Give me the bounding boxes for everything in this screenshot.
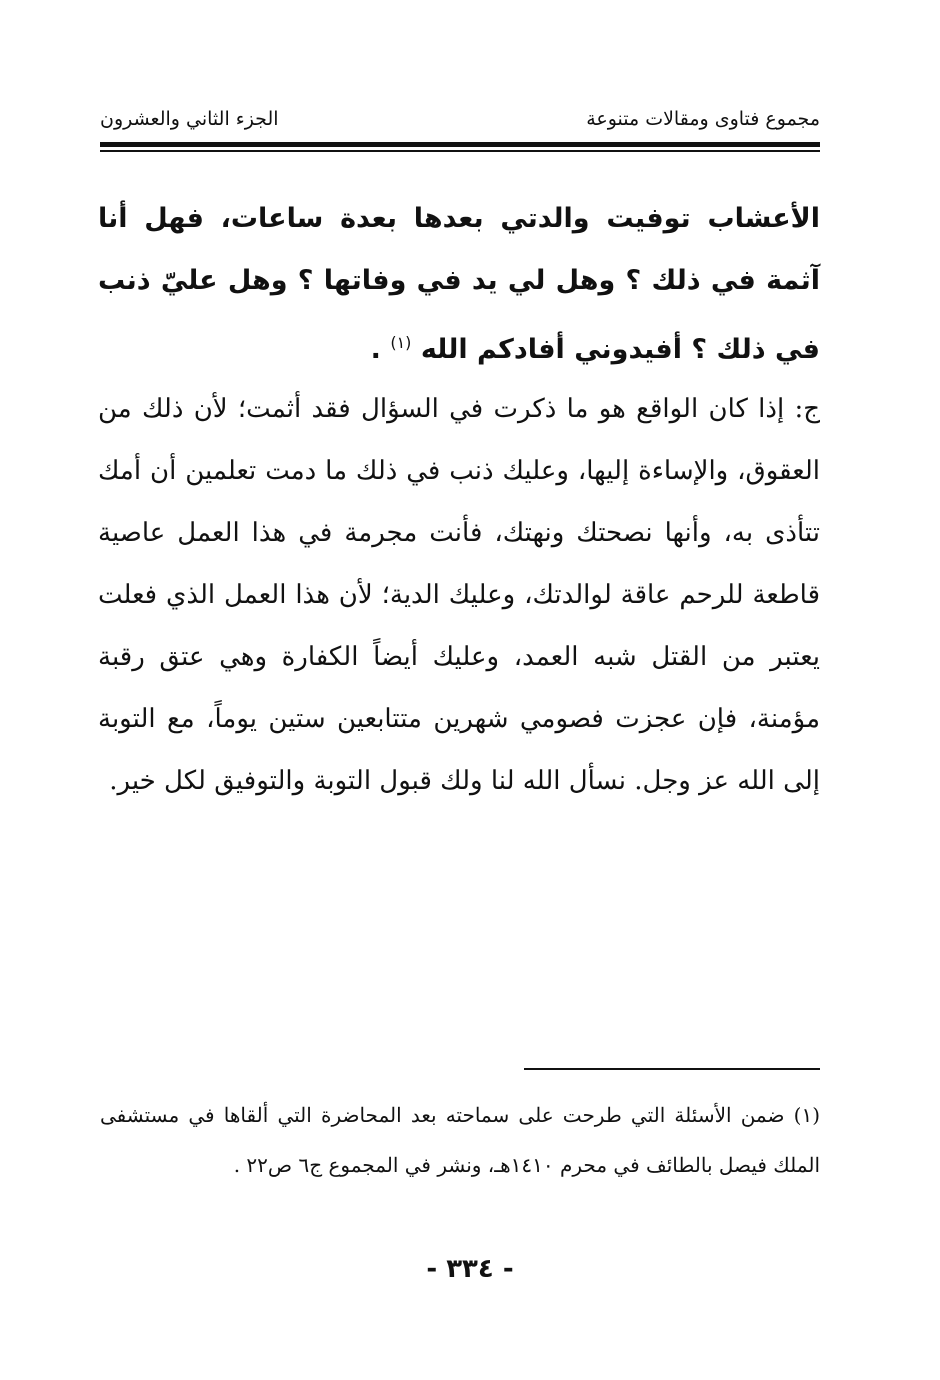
header-rule-thin <box>100 150 820 152</box>
footnote-separator <box>524 1068 820 1070</box>
answer-paragraph: ج: إذا كان الواقع هو ما ذكرت في السؤال فقد أثمت؛ لأن ذلك من العقوق، والإساءة إليها، وعليك ذنب في ذلك ما دمت تعلمين أن أمك تتأذى به، وأنها نصحتك ونهتك، فأنت مجرمة في هذا العمل عاصية قاطعة للرحم عاقة لوالدتك، وعليك الدية؛ لأن هذا العمل الذي فعلت يعتبر من القتل شبه العمد، وعليك أيضاً الكفارة وهي عتق رقبة مؤمنة، فإن عجزت فصومي شهرين متتابعين ستين يوماً، مع التوبة إلى الله عز وجل. نسأل الله لنا ولك قبول التوبة والتوفيق لكل خير. <box>98 394 820 796</box>
question-paragraph <box>98 188 820 381</box>
footnote-reference: (١) <box>390 333 412 352</box>
book-title: مجموع فتاوى ومقالات متنوعة <box>586 108 820 130</box>
footnote: (١) ضمن الأسئلة التي طرحت على سماحته بعد المحاضرة التي ألقاها في مستشفى الملك فيصل بالطائف في محرم ١٤١٠هـ، ونشر في المجموع ج٦ ص٢٢ . <box>100 1103 820 1177</box>
question-end: . <box>370 334 381 365</box>
header-rule-thick <box>100 142 820 147</box>
question-text: الأعشاب توفيت والدتي بعدها بعدة ساعات، فهل أنا آثمة في ذلك ؟ وهل لي يد في وفاتها ؟ وهل عليّ ذنب في ذلك ؟ أفيدوني أفادكم الله <box>98 203 820 365</box>
running-header <box>100 108 820 138</box>
page-number: - ٣٣٤ - <box>426 1254 514 1284</box>
part-title: الجزء الثاني والعشرون <box>100 108 279 130</box>
